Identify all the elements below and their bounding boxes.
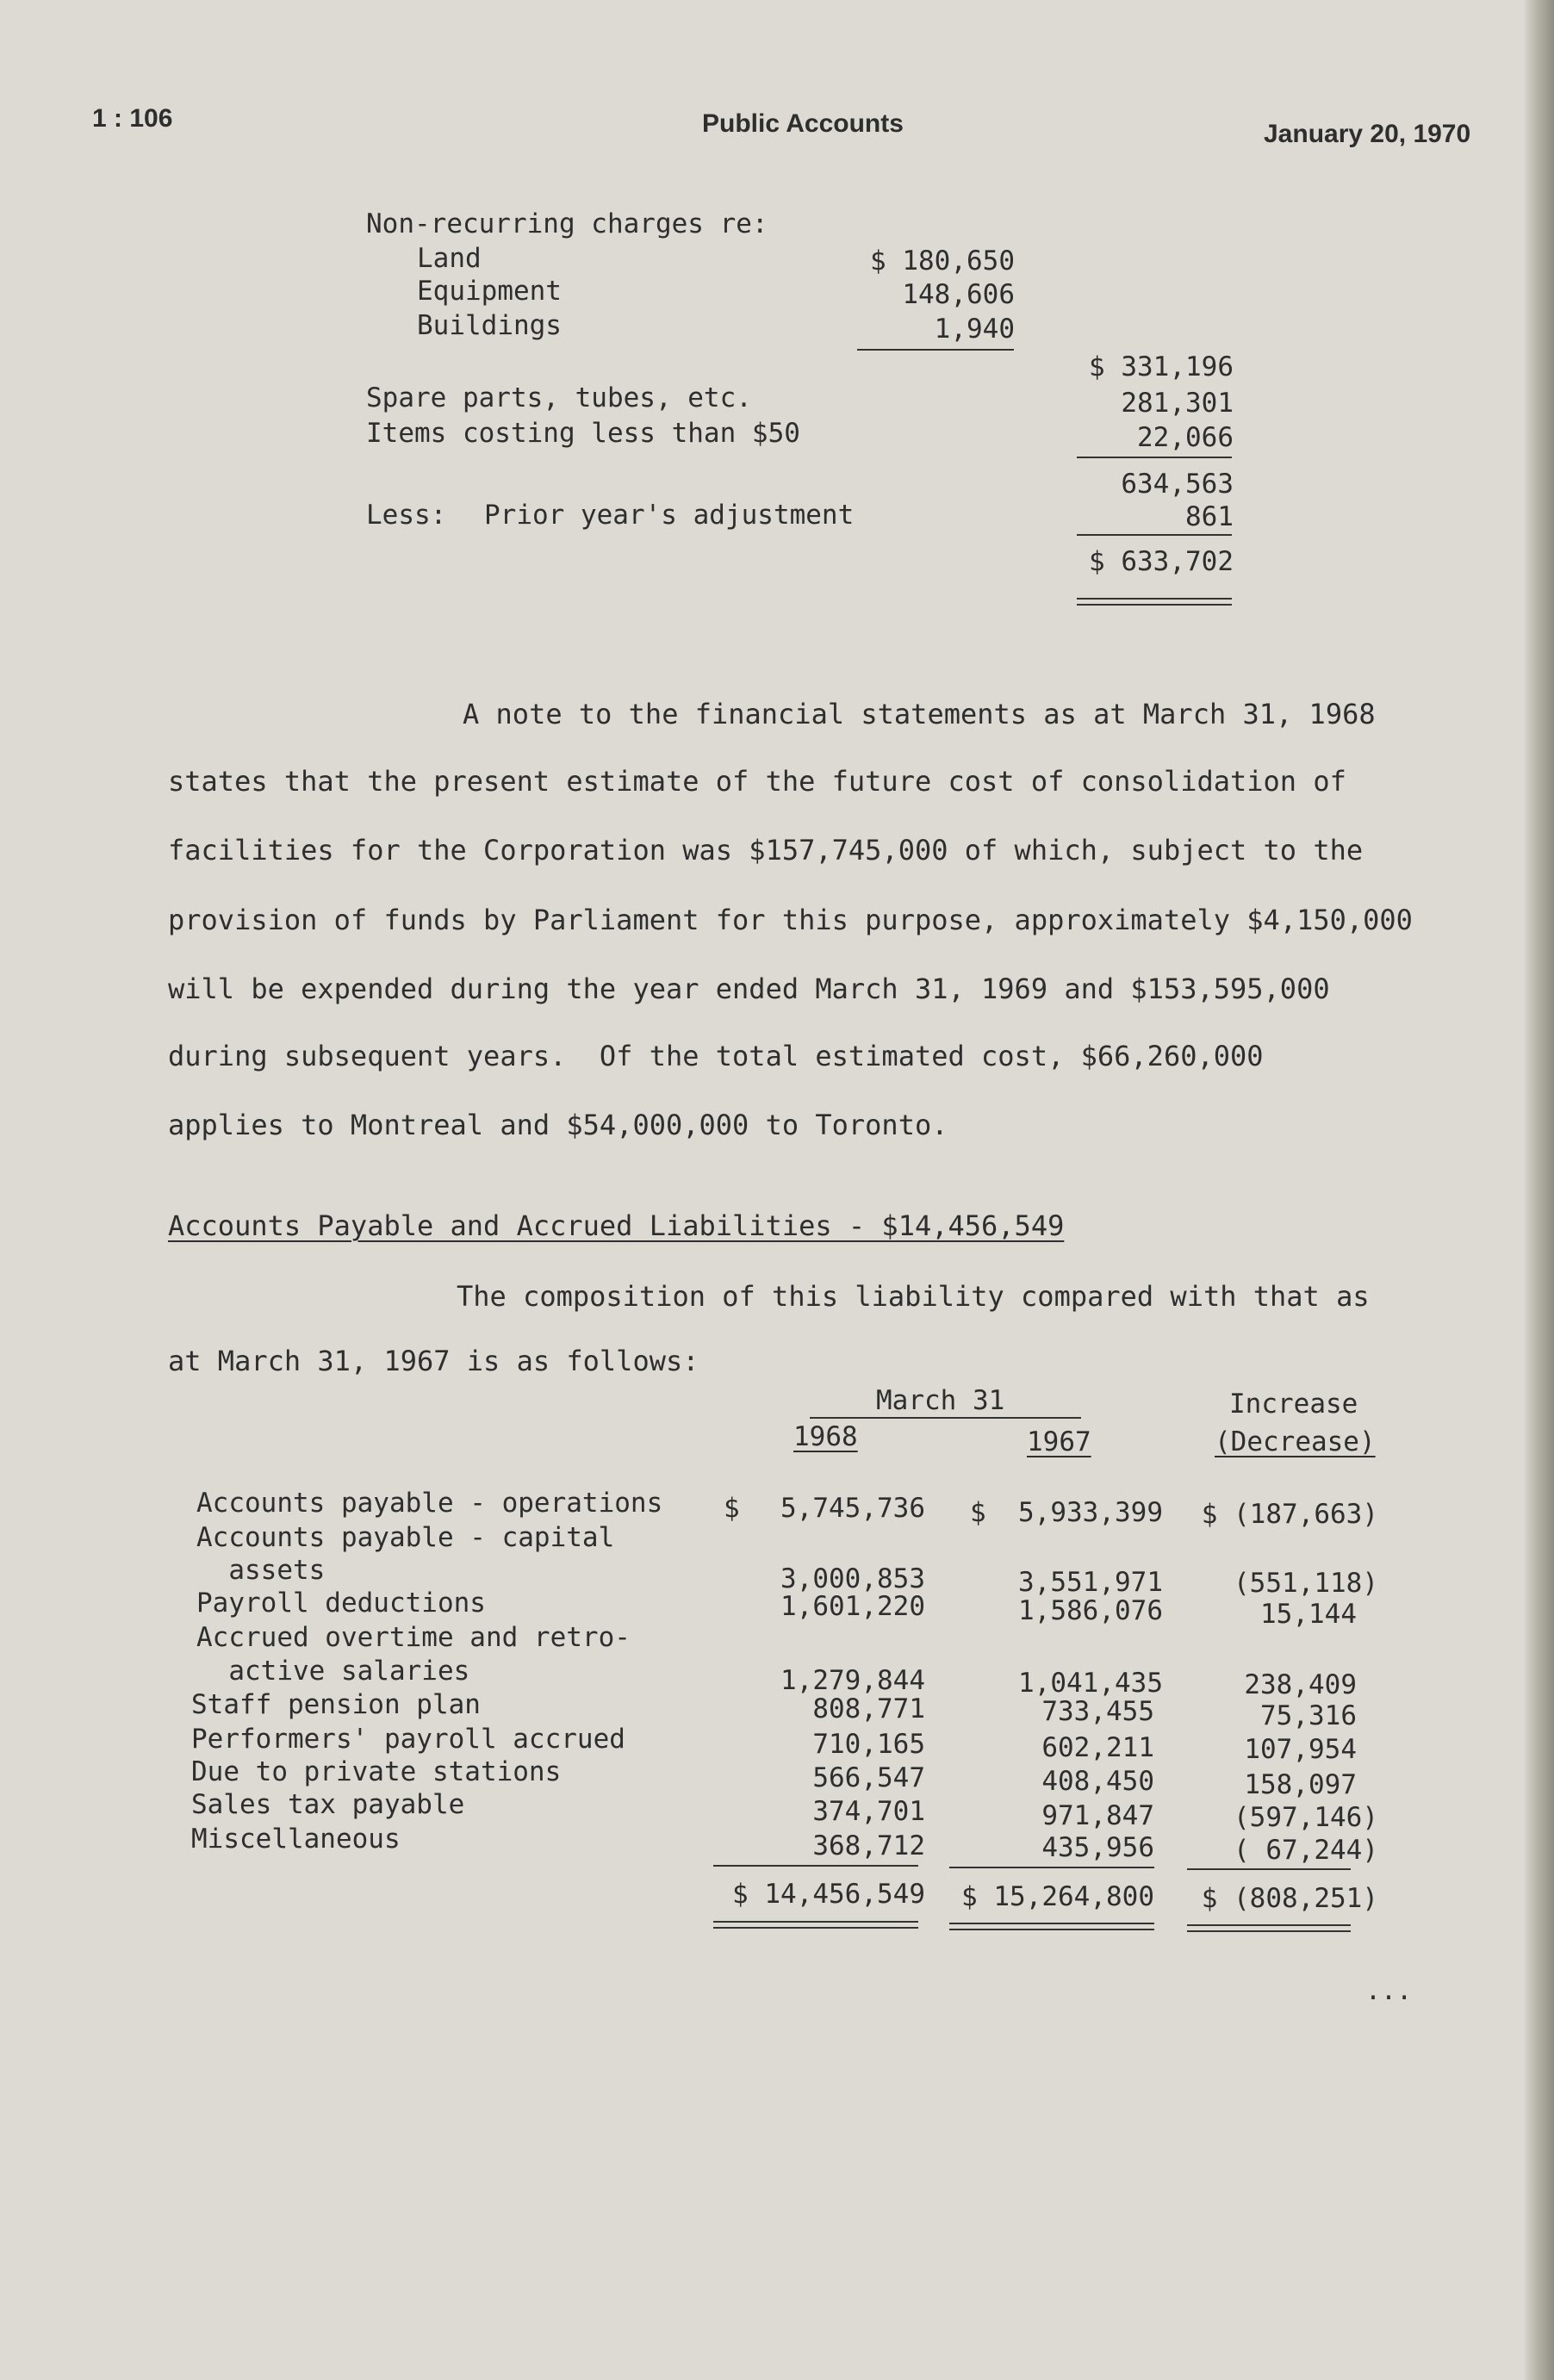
total-rule-1968 xyxy=(713,1865,918,1867)
equipment-amount: 148,606 xyxy=(902,279,1015,310)
note-line-3: facilities for the Corporation was $157,745,000 of which, subject to the xyxy=(168,834,1364,867)
continuation-ellipsis: ... xyxy=(1365,1976,1413,2006)
row-1968-value: 368,712 xyxy=(812,1830,925,1861)
row-label: Accounts payable - operations xyxy=(196,1488,663,1519)
row-change-value: 238,409 xyxy=(1244,1669,1357,1700)
row-1968-value: 374,701 xyxy=(812,1796,925,1827)
row-1967-value: 971,847 xyxy=(1041,1800,1154,1831)
col-increase-header: Increase xyxy=(1229,1389,1358,1420)
spare-parts-amount: 281,301 xyxy=(1121,388,1234,419)
nonrecurring-heading: Non-recurring charges re: xyxy=(366,208,768,239)
row-label: active salaries xyxy=(196,1656,470,1687)
double-rule-change-bottom xyxy=(1187,1930,1351,1932)
total-rule-change xyxy=(1187,1868,1351,1870)
double-rule-1967-top xyxy=(949,1923,1154,1924)
row-change-value: 15,144 xyxy=(1260,1599,1357,1630)
row-label: Payroll deductions xyxy=(196,1588,486,1619)
row-1967-value: 3,551,971 xyxy=(1018,1567,1163,1598)
row-label: Sales tax payable xyxy=(191,1789,465,1820)
row-label: Miscellaneous xyxy=(191,1824,401,1855)
row-1967-value: 435,956 xyxy=(1041,1832,1154,1863)
total-1968: $ 14,456,549 xyxy=(732,1879,925,1910)
row-1967-value: $ 5,933,399 xyxy=(970,1497,1163,1528)
row-change-value: 158,097 xyxy=(1244,1769,1357,1800)
page-date: January 20, 1970 xyxy=(1264,120,1471,148)
total-1967: $ 15,264,800 xyxy=(961,1881,1154,1912)
double-rule-change-top xyxy=(1187,1924,1351,1926)
row-change-value: (551,118) xyxy=(1234,1568,1378,1599)
land-label: Land xyxy=(417,243,482,274)
page-number: 1 : 106 xyxy=(92,104,173,133)
ap-intro-line-1: The composition of this liability compared with that as xyxy=(457,1280,1370,1313)
total-rule-1967 xyxy=(949,1867,1154,1868)
double-rule-bottom xyxy=(1077,604,1232,606)
row-1967-value: 1,041,435 xyxy=(1018,1668,1163,1699)
row-1967-value: 733,455 xyxy=(1041,1696,1154,1727)
double-rule-1967-bottom xyxy=(949,1929,1154,1930)
col-group-march31: March 31 xyxy=(876,1385,1005,1416)
net-total-rule xyxy=(1077,534,1232,536)
col-1968-header: 1968 xyxy=(793,1421,858,1452)
row-label: assets xyxy=(196,1555,326,1586)
nonrecurring-subtotal: $ 331,196 xyxy=(1089,351,1234,382)
subtotal-rule xyxy=(857,349,1014,351)
row-1968-value: 566,547 xyxy=(812,1762,925,1793)
row-1967-value: 602,211 xyxy=(1041,1732,1154,1763)
buildings-amount: 1,940 xyxy=(934,314,1015,345)
running-title: Public Accounts xyxy=(702,109,904,138)
row-change-value: $ (187,663) xyxy=(1201,1499,1378,1530)
row-1967-value: 1,586,076 xyxy=(1018,1595,1163,1626)
total-rule xyxy=(1077,457,1232,458)
row-label: Accrued overtime and retro- xyxy=(196,1622,631,1653)
row-1968-value: 3,000,853 xyxy=(780,1563,925,1594)
row-label: Staff pension plan xyxy=(191,1689,481,1720)
row-1968-value: 5,745,736 xyxy=(780,1493,925,1524)
row-change-value: (597,146) xyxy=(1234,1802,1378,1833)
double-rule-1968-bottom xyxy=(713,1927,918,1929)
row-1968-value: 808,771 xyxy=(812,1693,925,1724)
row-dollar-sign: $ xyxy=(724,1493,740,1524)
row-change-value: 107,954 xyxy=(1244,1734,1357,1765)
row-1967-value: 408,450 xyxy=(1041,1766,1154,1797)
row-label: Accounts payable - capital xyxy=(196,1522,615,1553)
double-rule-top xyxy=(1077,598,1232,600)
row-change-value: 75,316 xyxy=(1260,1700,1357,1731)
adjustment-label: Prior year's adjustment xyxy=(484,500,855,531)
note-line-7: applies to Montreal and $54,000,000 to Toronto. xyxy=(168,1109,948,1141)
row-label: Performers' payroll accrued xyxy=(191,1724,625,1755)
nonrecurring-total: 634,563 xyxy=(1121,469,1234,500)
accounts-payable-heading: Accounts Payable and Accrued Liabilities - $14,456,549 xyxy=(168,1209,1065,1242)
note-line-2: states that the present estimate of the future cost of consolidation of xyxy=(168,765,1346,798)
net-total: $ 633,702 xyxy=(1089,546,1234,577)
page-edge-shadow xyxy=(1525,0,1554,2380)
double-rule-1968-top xyxy=(713,1921,918,1923)
land-amount: $ 180,650 xyxy=(870,245,1015,277)
note-line-6: during subsequent years. Of the total estimated cost, $66,260,000 xyxy=(168,1040,1264,1072)
col-group-rule xyxy=(810,1417,1081,1419)
col-1967-header: 1967 xyxy=(1027,1426,1091,1457)
total-change: $ (808,251) xyxy=(1201,1883,1378,1914)
note-line-4: provision of funds by Parliament for this purpose, approximately $4,150,000 xyxy=(168,904,1413,936)
items-under-50-amount: 22,066 xyxy=(1137,422,1234,453)
row-1968-value: 1,279,844 xyxy=(780,1665,925,1696)
row-label: Due to private stations xyxy=(191,1756,562,1787)
row-1968-value: 1,601,220 xyxy=(780,1591,925,1622)
spare-parts-label: Spare parts, tubes, etc. xyxy=(366,382,752,413)
note-line-1: A note to the financial statements as at March 31, 1968 xyxy=(463,698,1376,730)
items-under-50-label: Items costing less than $50 xyxy=(366,418,800,449)
adjustment-amount: 861 xyxy=(1185,501,1234,532)
row-change-value: ( 67,244) xyxy=(1234,1835,1378,1866)
less-label: Less: xyxy=(366,500,447,531)
col-decrease-header: (Decrease) xyxy=(1215,1426,1376,1457)
note-line-5: will be expended during the year ended March 31, 1969 and $153,595,000 xyxy=(168,973,1330,1005)
row-1968-value: 710,165 xyxy=(812,1729,925,1760)
equipment-label: Equipment xyxy=(417,276,562,307)
ap-intro-line-2: at March 31, 1967 is as follows: xyxy=(168,1345,699,1377)
buildings-label: Buildings xyxy=(417,310,562,341)
